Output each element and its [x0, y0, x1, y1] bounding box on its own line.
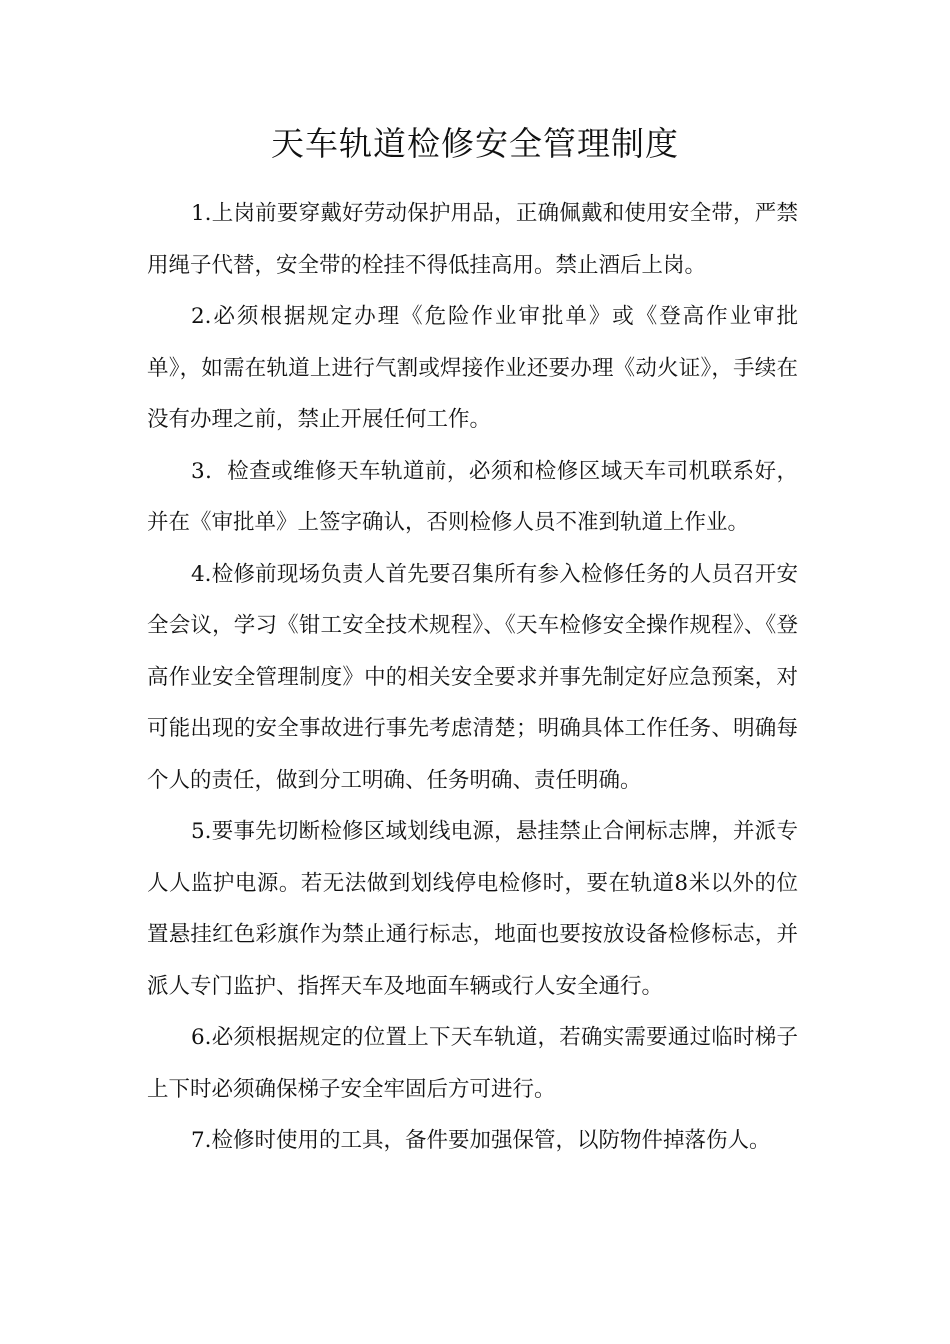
paragraph-2: 2.必须根据规定办理《危险作业审批单》或《登高作业审批单》，如需在轨道上进行气割或焊接作业还要办理《动火证》，手续在没有办理之前，禁止开展任何工作。	[147, 304, 798, 432]
paragraph-5: 5.要事先切断检修区域划线电源，悬挂禁止合闸标志牌，并派专人人监护电源。若无法做到划线停电检修时，要在轨道8米以外的位置悬挂红色彩旗作为禁止通行标志，地面也要按放设备检修标志，并派人专门监护、指挥天车及地面车辆或行人安全通行。	[147, 819, 798, 999]
paragraph-1: 1.上岗前要穿戴好劳动保护用品，正确佩戴和使用安全带，严禁用绳子代替，安全带的栓挂不得低挂高用。禁止酒后上岗。	[147, 201, 798, 278]
document-title: 天车轨道检修安全管理制度	[271, 124, 679, 163]
paragraph-7: 7.检修时使用的工具，备件要加强保管，以防物件掉落伤人。	[191, 1128, 771, 1153]
paragraph-3: 3．检查或维修天车轨道前，必须和检修区域天车司机联系好，并在《审批单》上签字确认，否则检修人员不准到轨道上作业。	[147, 458, 798, 535]
paragraph-4: 4.检修前现场负责人首先要召集所有参入检修任务的人员召开安全会议，学习《钳工安全技术规程》、《天车检修安全操作规程》、《登高作业安全管理制度》中的相关安全要求并事先制定好应急预案，对可能出现的安全事故进行事先考虑清楚；明确具体工作任务、明确每个人的责任，做到分工明确、任务明确、责任明确。	[147, 561, 798, 793]
document-body	[147, 188, 798, 1167]
paragraph-6: 6.必须根据规定的位置上下天车轨道，若确实需要通过临时梯子上下时必须确保梯子安全牢固后方可进行。	[147, 1025, 798, 1102]
